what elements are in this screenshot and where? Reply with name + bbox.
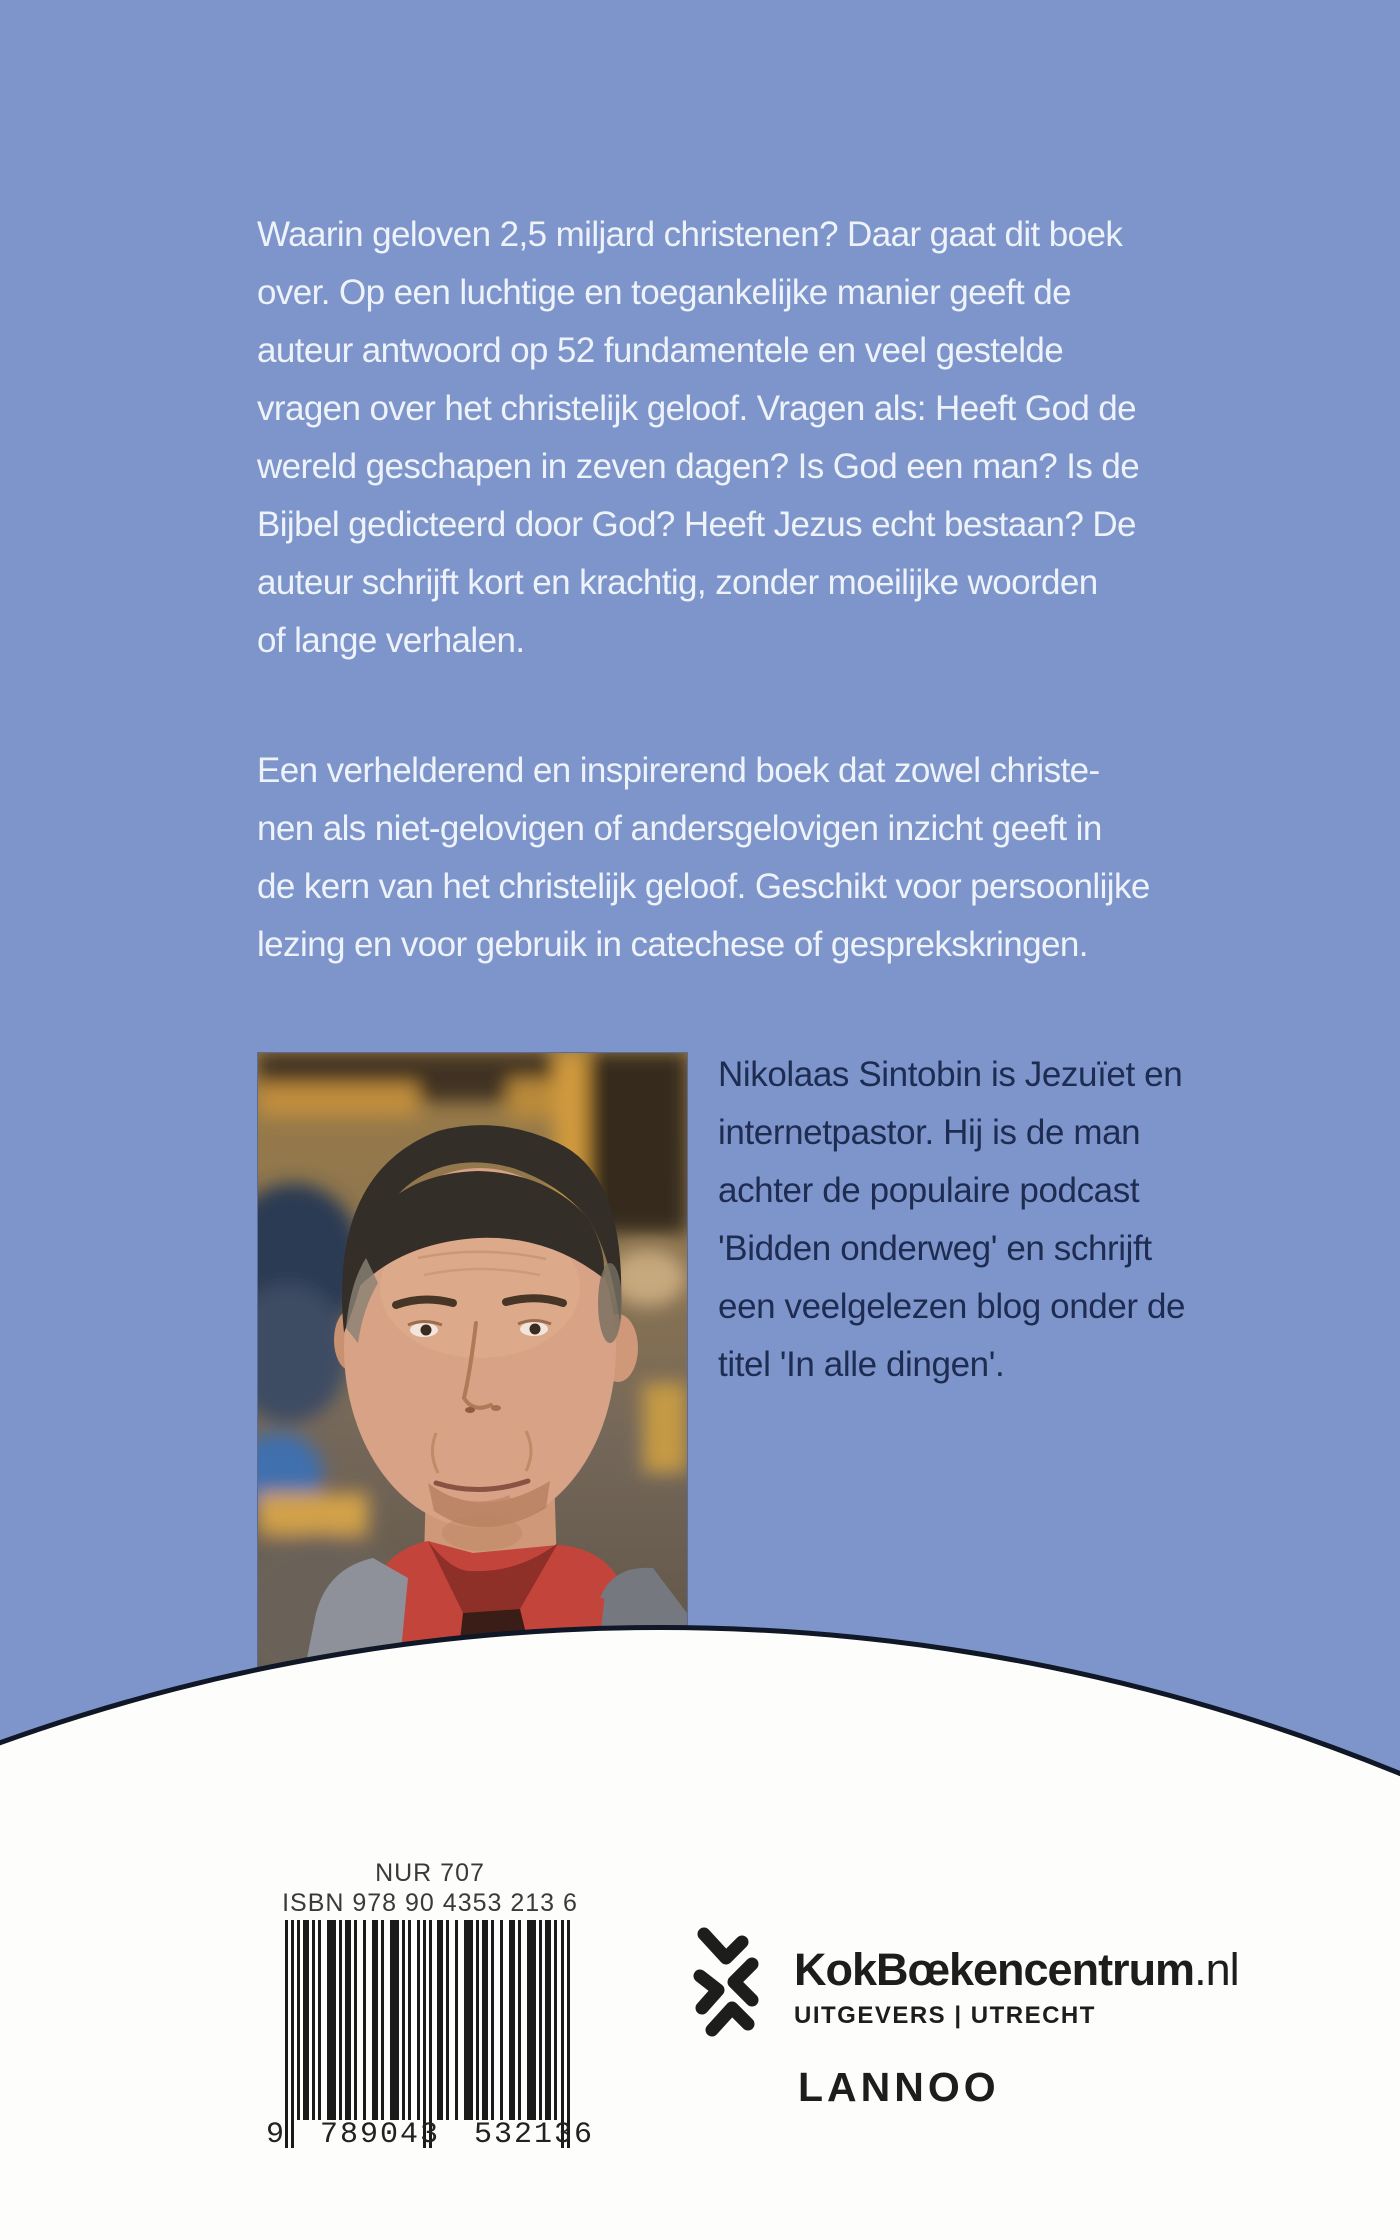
- bio-line: 'Bidden onderweg' en schrijft: [718, 1229, 1152, 1268]
- book-codes: [240, 1858, 620, 2152]
- blurb-line: Bijbel gedicteerd door God? Heeft Jezus echt bestaan? De: [257, 505, 1136, 544]
- blurb-line: auteur antwoord op 52 fundamentele en veel gestelde: [257, 331, 1064, 370]
- publisher-name: KokBœkencentrum: [794, 1944, 1195, 1995]
- blurb-line: lezing en voor gebruik in catechese of gesprekskringen.: [257, 925, 1088, 964]
- bio-line: titel 'In alle dingen'.: [718, 1345, 1005, 1384]
- blurb-line: of lange verhalen.: [257, 621, 525, 660]
- publisher-tagline: UITGEVERS | UTRECHT: [794, 2002, 1096, 2029]
- barcode-digits: 9 789043 532136: [265, 2118, 595, 2152]
- blurb-line: de kern van het christelijk geloof. Geschikt voor persoonlijke: [257, 867, 1150, 906]
- bio-line: een veelgelezen blog onder de: [718, 1287, 1186, 1326]
- bio-line: achter de populaire podcast: [718, 1171, 1140, 1210]
- publisher-name-suffix: .nl: [1194, 1944, 1239, 1995]
- blurb-line: over. Op een luchtige en toegankelijke manier geeft de: [257, 273, 1071, 312]
- blurb-line: nen als niet-gelovigen of andersgelovigen inzicht geeft in: [257, 809, 1102, 848]
- bio-line: internetpastor. Hij is de man: [718, 1113, 1141, 1152]
- ean-barcode: [285, 1920, 575, 2150]
- blurb-line: auteur schrijft kort en krachtig, zonder moeilijke woorden: [257, 563, 1098, 602]
- blurb-line: wereld geschapen in zeven dagen? Is God een man? Is de: [257, 447, 1140, 486]
- imprint-logo-lannoo: LANNOO: [798, 2064, 1000, 2110]
- publisher-logo: [794, 1944, 1239, 2030]
- blurb-line: vragen over het christelijk geloof. Vragen als: Heeft God de: [257, 389, 1137, 428]
- isbn-number: ISBN 978 90 4353 213 6: [282, 1889, 578, 1917]
- bio-line: Nikolaas Sintobin is Jezuïet en: [718, 1055, 1183, 1094]
- publisher-name-line: [794, 1944, 1239, 1996]
- blurb-line: Waarin geloven 2,5 miljard christenen? Daar gaat dit boek: [257, 215, 1123, 254]
- kokboekencentrum-asterisk-icon: [690, 1924, 766, 2042]
- blurb-line: Een verhelderend en inspirerend boek dat zowel christe-: [257, 751, 1100, 790]
- nur-code: NUR 707: [375, 1859, 485, 1887]
